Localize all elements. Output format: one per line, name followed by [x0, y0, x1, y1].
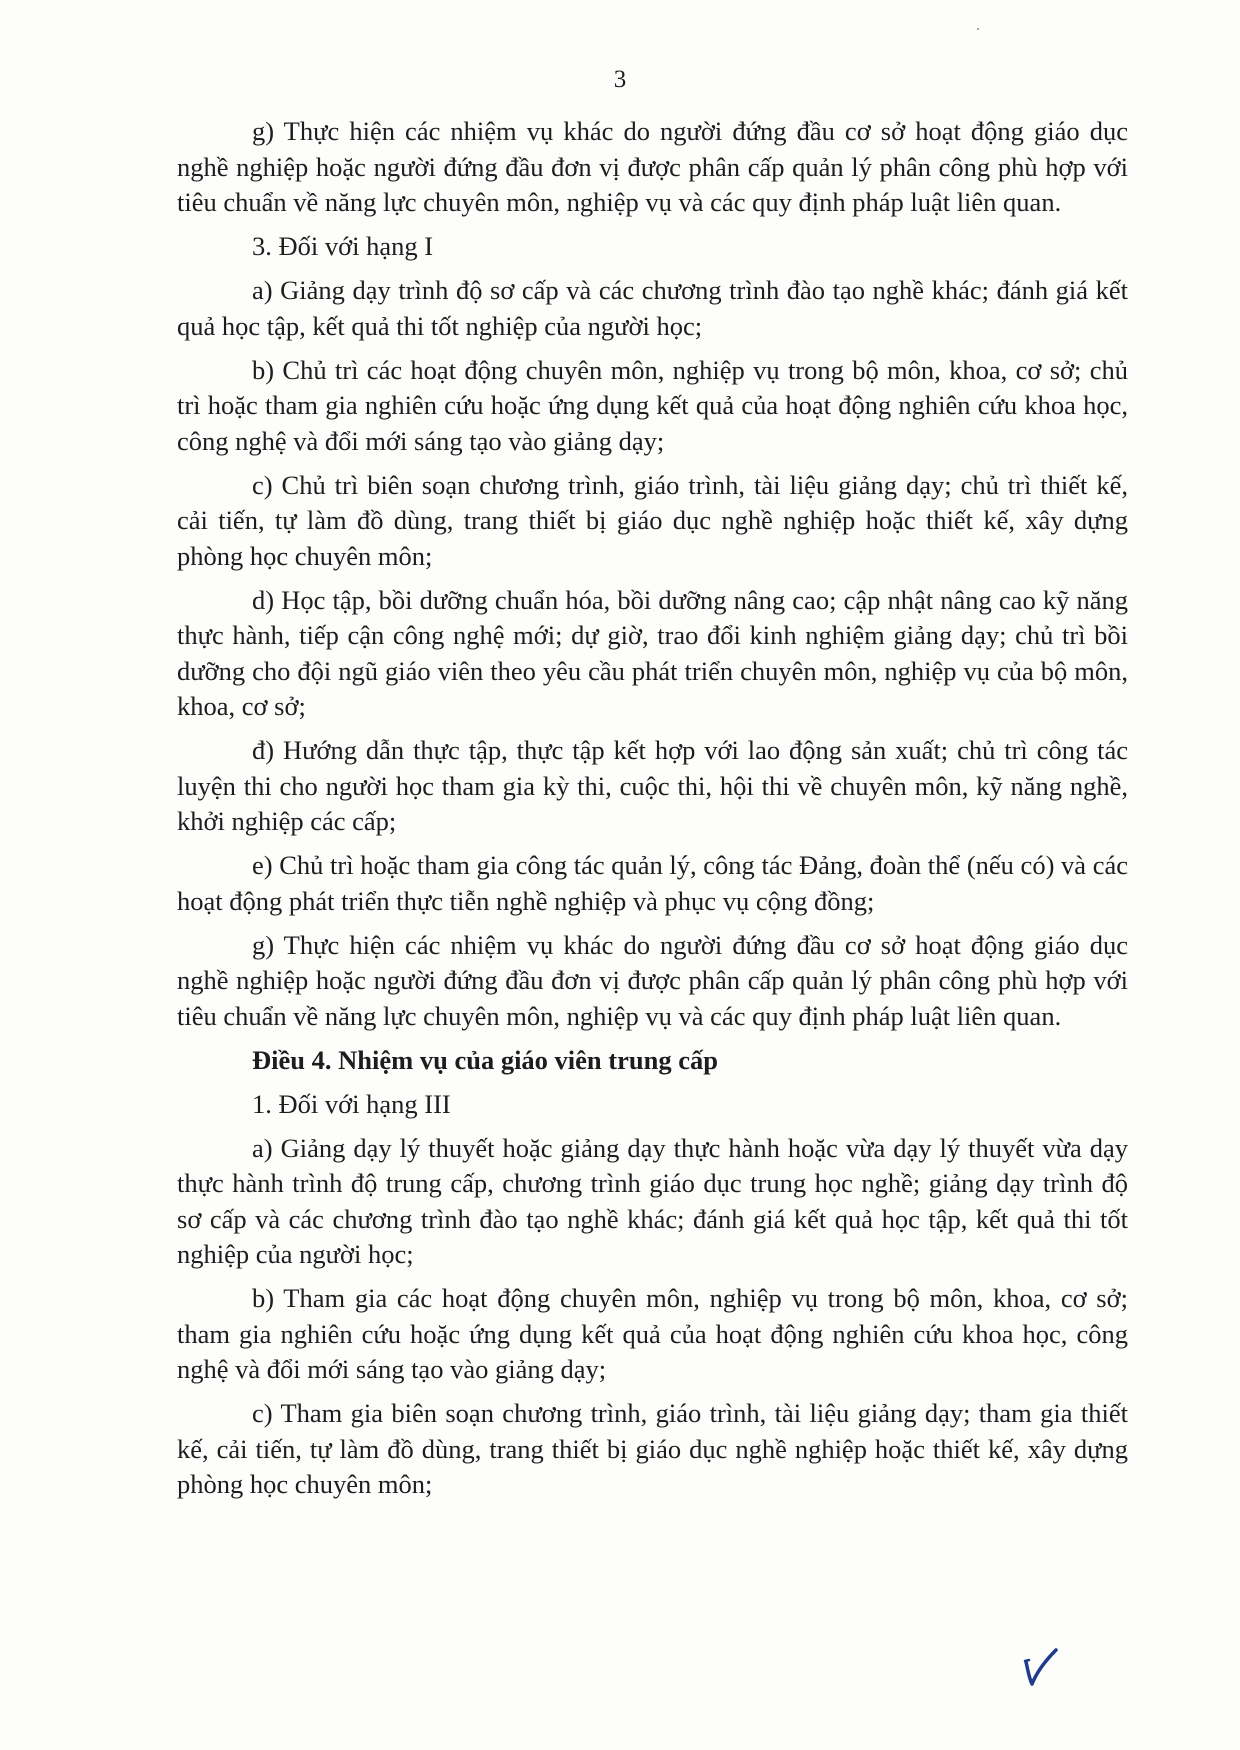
- paragraph-4-1a: a) Giảng dạy lý thuyết hoặc giảng dạy thực hành hoặc vừa dạy lý thuyết vừa dạy thực hành trình độ trung cấp, chương trình giáo dục trung học nghề; giảng dạy trình độ sơ cấp và các chương trình đào tạo nghề khác; đánh giá kết quả học tập, kết quả thi tốt nghiệp của người học;: [177, 1132, 1128, 1269]
- paragraph-1g: g) Thực hiện các nhiệm vụ khác do người đứng đầu cơ sở hoạt động giáo dục nghề nghiệp hoặc người đứng đầu đơn vị được phân cấp quản lý phân công phù hợp với tiêu chuẩn về năng lực chuyên môn, nghiệp vụ và các quy định pháp luật liên quan.: [177, 116, 1128, 217]
- paragraph-3a: a) Giảng dạy trình độ sơ cấp và các chương trình đào tạo nghề khác; đánh giá kết quả học tập, kết quả thi tốt nghiệp của người học;: [177, 275, 1128, 341]
- paragraph-3e: e) Chủ trì hoặc tham gia công tác quản lý, công tác Đảng, đoàn thể (nếu có) và các hoạt động phát triển thực tiễn nghề nghiệp và phục vụ cộng đồng;: [177, 850, 1128, 916]
- paragraph-3g: g) Thực hiện các nhiệm vụ khác do người đứng đầu cơ sở hoạt động giáo dục nghề nghiệp hoặc người đứng đầu đơn vị được phân cấp quản lý phân công phù hợp với tiêu chuẩn về năng lực chuyên môn, nghiệp vụ và các quy định pháp luật liên quan.: [177, 929, 1128, 1031]
- paragraph-3c: c) Chủ trì biên soạn chương trình, giáo trình, tài liệu giảng dạy; chủ trì thiết kế, cải tiến, tự làm đồ dùng, trang thiết bị giáo dục nghề nghiệp hoặc thiết kế, xây dựng phòng học chuyên môn;: [177, 469, 1128, 571]
- paragraph-4-1c: c) Tham gia biên soạn chương trình, giáo trình, tài liệu giảng dạy; tham gia thiết kế, cải tiến, tự làm đồ dùng, trang thiết bị giáo dục nghề nghiệp hoặc thiết kế, xây dựng phòng học chuyên môn;: [177, 1398, 1128, 1499]
- scan-speck: [977, 28, 979, 30]
- paragraph-4-1b: b) Tham gia các hoạt động chuyên môn, nghiệp vụ trong bộ môn, khoa, cơ sở; tham gia nghiên cứu hoặc ứng dụng kết quả của hoạt động nghiên cứu khoa học, công nghệ và đổi mới sáng tạo vào giảng dạy;: [177, 1283, 1128, 1384]
- paragraph-3d: d) Học tập, bồi dưỡng chuẩn hóa, bồi dưỡng nâng cao; cập nhật nâng cao kỹ năng thực hành, tiếp cận công nghệ mới; dự giờ, trao đổi kinh nghiệm giảng dạy; chủ trì bồi dưỡng cho đội ngũ giáo viên theo yêu cầu phát triển chuyên môn, nghiệp vụ của bộ môn, khoa, cơ sở;: [177, 584, 1128, 721]
- article-4-heading: Điều 4. Nhiệm vụ của giáo viên trung cấp: [252, 1044, 718, 1075]
- paragraph-3b: b) Chủ trì các hoạt động chuyên môn, nghiệp vụ trong bộ môn, khoa, cơ sở; chủ trì hoặc tham gia nghiên cứu hoặc ứng dụng kết quả của hoạt động nghiên cứu khoa học, công nghệ và đổi mới sáng tạo vào giảng dạy;: [177, 354, 1128, 456]
- section-heading-rank-3: 1. Đối với hạng III: [252, 1088, 451, 1119]
- section-heading-rank-1: 3. Đối với hạng I: [252, 231, 434, 261]
- page-number: 3: [613, 66, 627, 93]
- paragraph-3dd: đ) Hướng dẫn thực tập, thực tập kết hợp với lao động sản xuất; chủ trì công tác luyện thi cho người học tham gia kỳ thi, cuộc thi, hội thi về chuyên môn, kỹ năng nghề, khởi nghiệp các cấp;: [177, 735, 1128, 836]
- checkmark-signature-icon: [1020, 1648, 1060, 1688]
- document-body: [177, 114, 1128, 1511]
